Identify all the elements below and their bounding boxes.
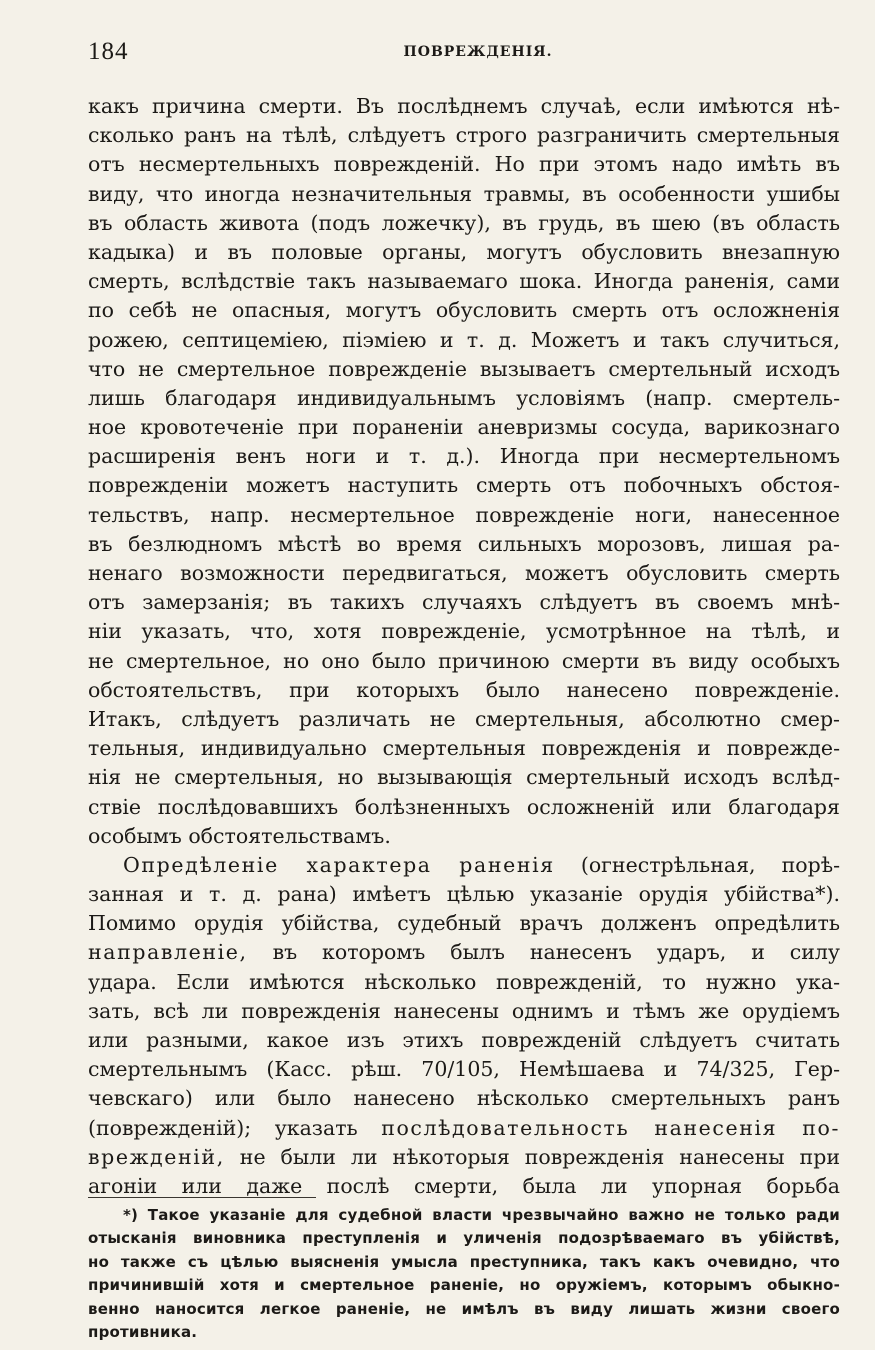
footnote-line: противника.	[88, 1322, 198, 1341]
paragraph-first-line	[88, 851, 840, 880]
text-line: сколько ранъ на тѣлѣ, слѣдуетъ строго разграничить смертельныя	[88, 123, 840, 148]
spaced-emphasis: Опредѣленіе характера раненія	[123, 852, 555, 877]
text-line: чевскаго) или было нанесено нѣсколько смертельныхъ ранъ	[88, 1086, 840, 1111]
text-line: по себѣ не опасныя, могутъ обусловить смерть отъ осложненія	[88, 298, 840, 323]
text-line: отъ несмертельныхъ поврежденій. Но при этомъ надо имѣть въ	[88, 152, 840, 177]
text-line: отъ замерзанія; въ такихъ случаяхъ слѣдуетъ въ своемъ мнѣ-	[88, 590, 840, 615]
running-head: ПОВРЕЖДЕНІЯ.	[403, 44, 553, 60]
text-fragment: (поврежденій); указать	[88, 1115, 382, 1140]
text-line: въ область живота (подъ ложечку), въ грудь, въ шею (въ область	[88, 210, 840, 235]
text-line: обстоятельствъ, при которыхъ было нанесено поврежденіе.	[88, 677, 840, 702]
text-line: тельствъ, напр. несмертельное поврежденіе ноги, нанесенное	[88, 502, 840, 527]
spaced-emphasis: направленіе,	[88, 940, 248, 965]
text-line: не смертельное, но оно было причиною смерти въ виду особыхъ	[88, 648, 840, 673]
text-line: ствіе послѣдовавшихъ болѣзненныхъ осложненій или благодаря	[88, 794, 840, 819]
text-line: что не смертельное поврежденіе вызываетъ смертельный исходъ	[88, 356, 840, 381]
text-line: Помимо орудія убійства, судебный врачъ долженъ опредѣлить	[88, 911, 840, 936]
text-line: въ безлюдномъ мѣстѣ во время сильныхъ морозовъ, лишая ра-	[88, 531, 840, 556]
text-fragment: въ которомъ былъ нанесенъ ударъ, и силу	[247, 940, 840, 965]
text-line: ненаго возможности передвигаться, можетъ обусловить смерть	[88, 561, 840, 585]
footnote-divider	[88, 1197, 316, 1198]
text-fragment: (огнестрѣльная, порѣ-	[554, 852, 841, 877]
text-line	[88, 1114, 840, 1143]
spaced-emphasis: врежденій,	[88, 1144, 225, 1169]
text-line: виду, что иногда незначительныя травмы, въ особенности ушибы	[88, 181, 840, 206]
page-number: 184	[88, 38, 129, 65]
footnote	[88, 1204, 840, 1344]
text-line: смерть, вслѣдствіе такъ называемаго шока. Иногда раненія, сами	[88, 269, 840, 294]
footnote-line: *) Такое указаніе для судебной власти чрезвычайно важно не только ради	[123, 1206, 840, 1224]
text-line: ніи указать, что, хотя поврежденіе, усмотрѣнное на тѣлѣ, и	[88, 619, 840, 644]
text-line: кадыка) и въ половые органы, могутъ обусловить внезапную	[88, 239, 840, 264]
text-line: занная и т. д. рана) имѣетъ цѣлью указаніе орудія убійства*).	[88, 882, 840, 907]
text-line: или разными, какое изъ этихъ поврежденій слѣдуетъ считать	[88, 1028, 840, 1052]
text-line: расширенія венъ ноги и т. д.). Иногда при несмертельномъ	[88, 444, 840, 469]
body-text	[88, 92, 840, 1201]
page-header	[88, 38, 838, 68]
footnote-line: причинившій хотя и смертельное раненіе, но оружіемъ, которымъ обыкно-	[88, 1276, 840, 1295]
footnote-line: отысканія виновника преступленія и уличенія подозрѣваемаго въ убійствѣ,	[88, 1229, 840, 1248]
text-line: смертельнымъ (Касс. рѣш. 70/105, Немѣшаева и 74/325, Гер-	[88, 1057, 840, 1082]
text-line: лишь благодаря индивидуальнымъ условіямъ (напр. смертель-	[88, 385, 840, 410]
text-line	[88, 938, 840, 967]
text-line: какъ причина смерти. Въ послѣднемъ случаѣ, если имѣются нѣ-	[88, 94, 840, 118]
text-line: агоніи или даже послѣ смерти, была ли упорная борьба	[88, 1173, 840, 1198]
text-line: рожею, септицеміею, піэміею и т. д. Можетъ и такъ случиться,	[88, 327, 840, 352]
footnote-line: но также съ цѣлью выясненія умысла преступника, такъ какъ очевидно, что	[88, 1252, 840, 1271]
text-line: поврежденіи можетъ наступить смерть отъ побочныхъ обстоя-	[88, 473, 840, 498]
text-line: зать, всѣ ли поврежденія нанесены однимъ и тѣмъ же орудіемъ	[88, 998, 840, 1023]
text-line: ное кровотеченіе при пораненіи аневризмы сосуда, варикознаго	[88, 415, 840, 440]
footnote-line: венно наносится легкое раненіе, не имѣлъ въ виду лишать жизни своего	[88, 1299, 840, 1318]
text-line: удара. Если имѣются нѣсколько поврежденій, то нужно ука-	[88, 969, 840, 994]
text-line: тельныя, индивидуально смертельныя поврежденія и поврежде-	[88, 736, 840, 761]
spaced-emphasis: послѣдовательность нанесенія по-	[381, 1115, 840, 1140]
text-line: особымъ обстоятельствамъ.	[88, 823, 391, 848]
text-line: нія не смертельныя, но вызывающія смертельный исходъ вслѣд-	[88, 765, 840, 790]
text-fragment: не были ли нѣкоторыя поврежденія нанесены при	[224, 1144, 840, 1169]
text-line	[88, 1143, 840, 1172]
text-line: Итакъ, слѣдуетъ различать не смертельныя, абсолютно смер-	[88, 706, 840, 731]
